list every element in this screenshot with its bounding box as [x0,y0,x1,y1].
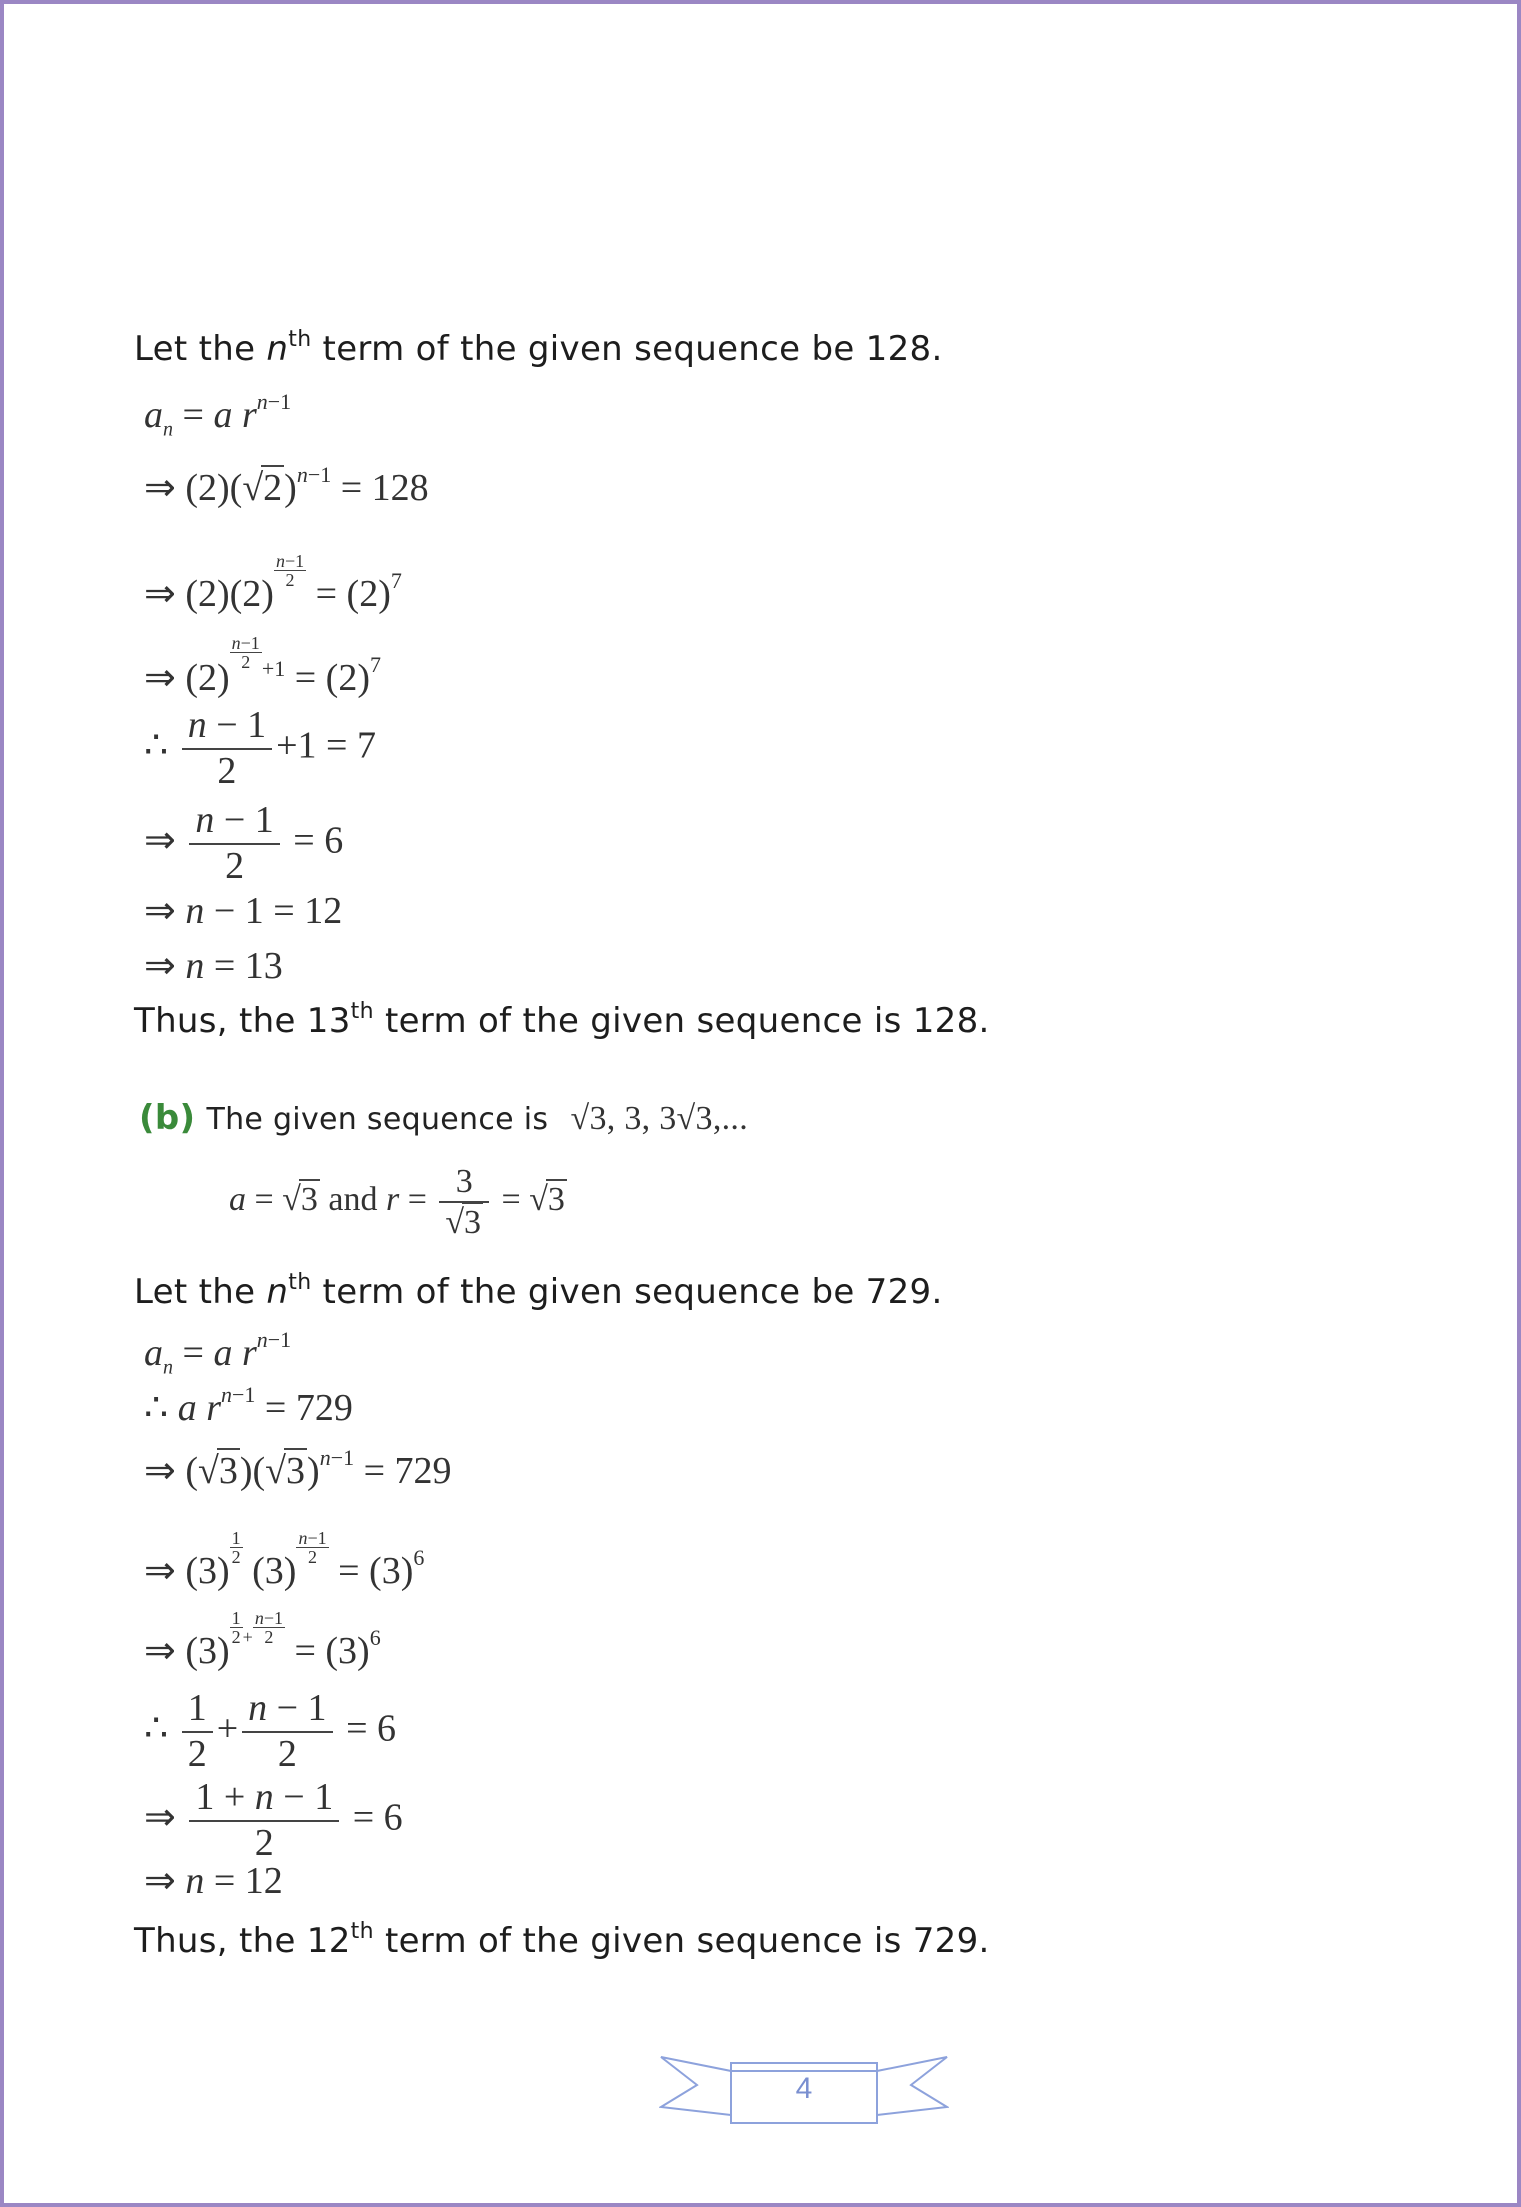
part-b-label: (b) [139,1098,196,1138]
eq-step-3: ⇒ (2) $\frac{n-1}{2}$ $^{+1} = (2)^7$ [144,633,381,699]
part-b-conclusion: Thus, the 12th term of the given sequence is 729. [134,1919,990,1961]
eq-general-term: $a_n = a$ $r^{n-1}$ [144,389,292,441]
eq-b-general-term: $a_n = a$ $r^{n-1}$ [144,1327,292,1379]
eq-b-step-5: ∴ $\frac{1}{2}$ + $\frac{n - 1}{2}$ = 6 [144,1687,396,1775]
page-number-ribbon [659,2049,949,2139]
page-number: 4 [795,2072,813,2105]
part-b-sequence: √3, 3, 3√3,... [570,1100,749,1137]
eq-b-given: a = √3 and r = $\frac{3}{√3}$ = √3 [229,1163,565,1242]
eq-b-step-1: ∴ a $r^{n-1} = 729$ [144,1382,353,1429]
eq-b-step-4: ⇒ (3) $\frac{1}{2}$ + $\frac{n-1}{2}$ = $(3)^6$ [144,1608,381,1672]
part-b-intro: Let the $n^{th}$ term of the given sequence be 729. [134,1270,943,1312]
eq-step-6: ⇒ n − 1 = 12 [144,890,343,932]
eq-step-1: ⇒ $(2)(√2)^{n-1} = 128$ [144,462,429,509]
eq-step-4: ∴ $\frac{n - 1}{2}$ +1 = 7 [144,704,376,792]
eq-b-step-7: ⇒ n = 12 [144,1860,283,1902]
eq-step-5: ⇒ $\frac{n - 1}{2}$ = 6 [144,799,344,887]
eq-b-step-6: ⇒ $\frac{1 + n - 1}{2}$ = 6 [144,1776,403,1864]
eq-b-step-2: ⇒ $(√3)(√3)^{n-1} = 729$ [144,1445,452,1492]
part-a-intro: Let the $n^{th}$ term of the given sequence be 128. [134,327,943,369]
eq-step-7: ⇒ n = 13 [144,945,283,987]
part-b-heading: (b) The given sequence is √3, 3, 3√3,... [139,1098,749,1138]
eq-step-2: ⇒ (2)(2) $\frac{n-1}{2}$ = $(2)^7$ [144,551,402,615]
eq-b-step-3: ⇒ (3) $\frac{1}{2}$ (3) $\frac{n-1}{2}$ = $(3)^6$ [144,1528,425,1592]
part-a-conclusion: Thus, the 13th term of the given sequence is 128. [134,999,990,1041]
